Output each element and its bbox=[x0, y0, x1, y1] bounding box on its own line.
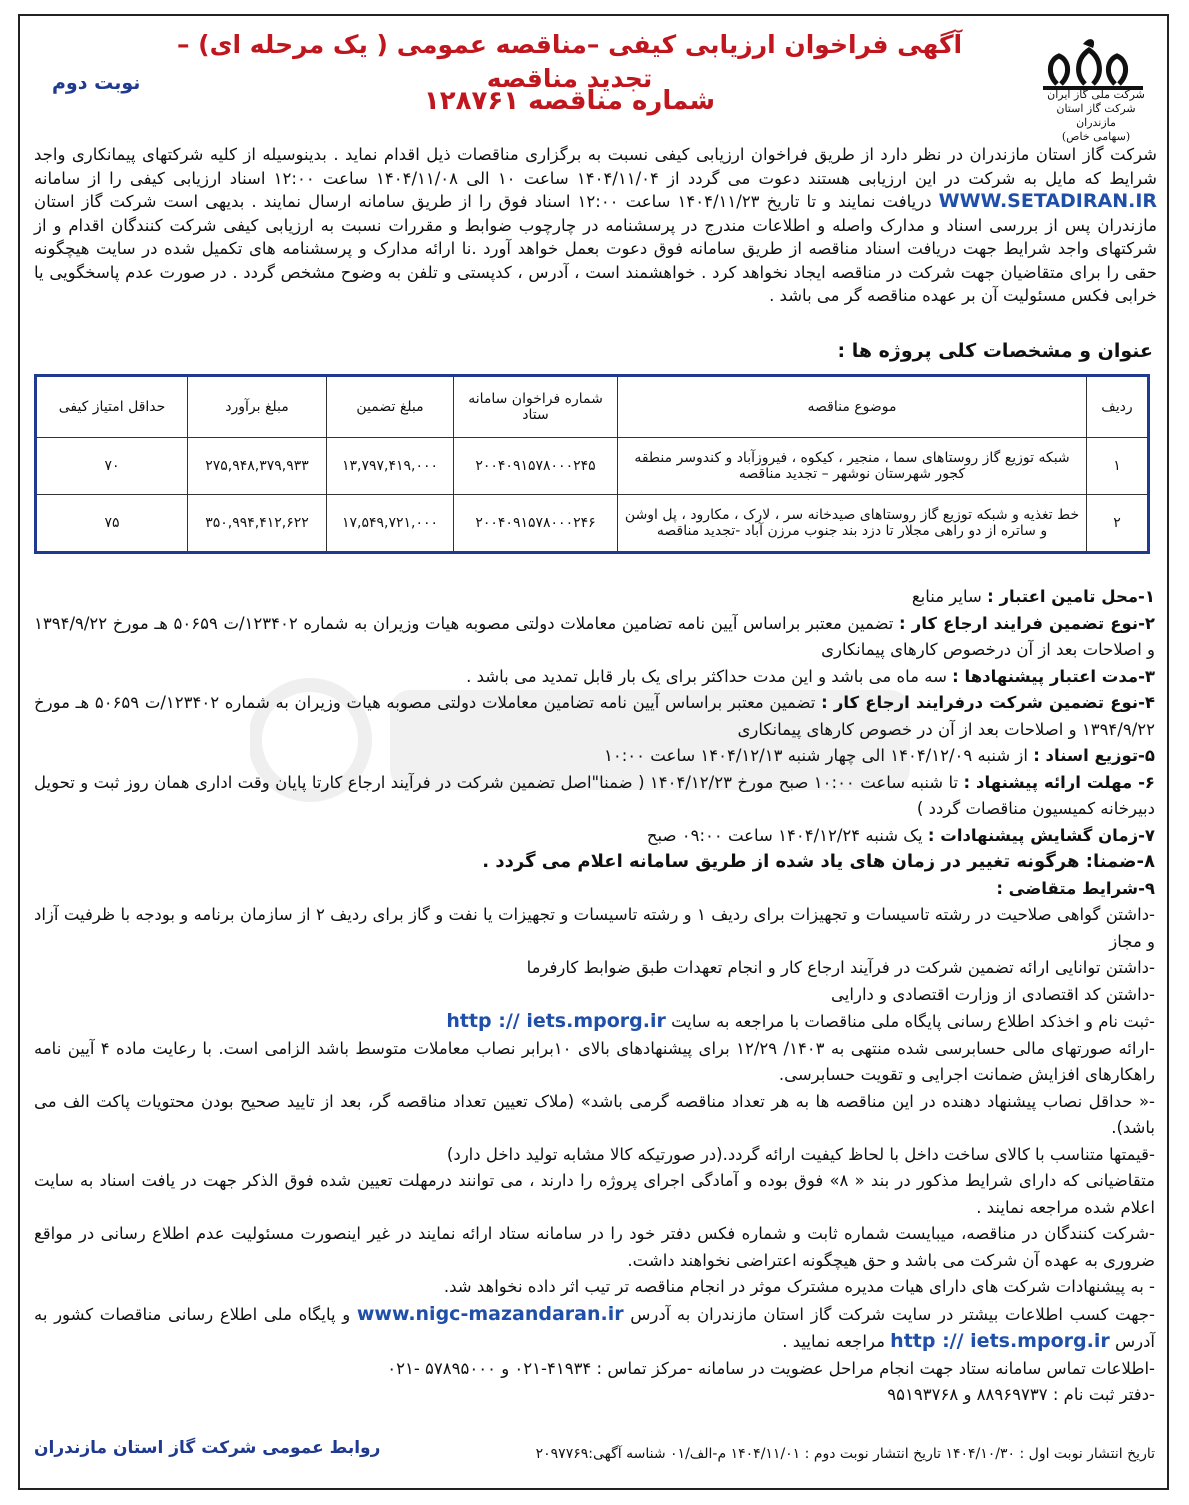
iets-link-2[interactable]: http :// iets.mporg.ir bbox=[890, 1330, 1110, 1352]
term-2: ۲-نوع تضمین فرایند ارجاع کار : تضمین معتبر براساس آیین نامه تضامین معاملات دولتی مصوبه هیات وزیران به شماره ۱۲۳۴۰۲/ت ۵۰۶۵۹ هـ مورخ ۱۳۹۴/۹/۲۲ و اصلاحات بعد از آن درخصوص کارهای پیمانکاری bbox=[34, 613, 1155, 659]
term-5: ۵-توزیع اسناد : از شنبه ۱۴۰۴/۱۲/۰۹ الی چهار شنبه ۱۴۰۴/۱۲/۱۳ ساعت ۱۰:۰۰ bbox=[604, 746, 1155, 765]
nigc-link[interactable]: www.nigc-mazandaran.ir bbox=[356, 1302, 624, 1325]
condition-7: -قیمتها متناسب با کالای ساخت داخل با لحاظ کیفیت ارائه گردد.(در صورتیکه کالا مشابه تولید داخل دارد) bbox=[446, 1144, 1155, 1164]
condition-6: -« حداقل نصاب پیشنهاد دهنده در این مناقصه ها به هر تعداد مناقصه گرمی باشد» (ملاک تعیین تعداد مناقصه گر، بعد از تایید صحیح بودن محتویات پاکت الف می باشد). bbox=[34, 1091, 1155, 1137]
iets-link[interactable]: http :// iets.mporg.ir bbox=[446, 1010, 666, 1032]
condition-10: - به پیشنهادات شرکت های دارای هیات مدیره مشترک موثر در انجام مناقصه تر تیب اثر داده نخواهد شد. bbox=[443, 1277, 1155, 1296]
term-7: ۷-زمان گشایش پیشنهادات : یک شنبه ۱۴۰۴/۱۲/۲۴ ساعت ۰۹:۰۰ صبح bbox=[646, 825, 1155, 845]
logo-caption: شرکت ملی گاز ایران شرکت گاز استان مازندران (سهامی خاص) bbox=[1047, 88, 1145, 143]
condition-5: -ارائه صورتهای مالی حسابرسی شده منتهی به ۱۴۰۳/ ۱۲/۲۹ برای پیشنهادهای بالای ۱۰برابر نصاب معاملات متوسط باشد الزامی است. با رعایت ماده ۴ آیین نامه راهکارهای افزایش ضمانت اجرایی و تقویت حسابرسی. bbox=[34, 1038, 1155, 1084]
intro-text-2: دریافت نمایند و تا تاریخ ۱۴۰۴/۱۱/۲۳ ساعت ۱۲:۰۰ اسناد فوق را از طریق سامانه ارسال نمایند . بدیهی است شرکت گاز استان مازندران پس از بررسی اسناد و مدارک واصله و اطلاعات مندرج در پرسشنامه در چارچوب ضوابط و مقررات نسبت به ارزیابی کیفی شرکت کنندگان اقدام و از شرکتهای واجد شرایط جهت دریافت اسناد مناقصه از طریق سامانه فوق دعوت بعمل خواهد آورد .نا ارائه مدارک و پرسشنامه های تکمیل شده در سایت هیچگونه حقی را برای متقاضیان جهت شرکت در مناقصه ایجاد نخواهد کرد . خواهشمند است ، آدرس ، کدپستی و تلفن به وضوح مشخص گردد . در صورت عدم پاسخگویی یا خرابی فکس مسئولیت آن بر عهده مناقصه گر می باشد . bbox=[34, 192, 1157, 305]
cell-row: ۲ bbox=[1087, 495, 1149, 553]
cell-subject: شبکه توزیع گاز روستاهای سما ، منجیر ، کیکوه ، فیروزآباد و کندوسر منطقه کجور شهرستان نوشهر – تجدید مناقصه bbox=[618, 438, 1087, 495]
cell-call-number: ۲۰۰۴۰۹۱۵۷۸۰۰۰۲۴۵ bbox=[454, 438, 618, 495]
cell-row: ۱ bbox=[1087, 438, 1149, 495]
col-call-number: شماره فراخوان سامانه ستاد bbox=[454, 376, 618, 438]
tenders-table bbox=[34, 374, 1150, 554]
term-1: ۱-محل تامین اعتبار : سایر منابع bbox=[911, 587, 1155, 606]
ad-title: آگهی فراخوان ارزیابی کیفی –مناقصه عمومی ( یک مرحله ای) – تجدید مناقصه bbox=[176, 30, 963, 93]
publication-dates: تاریخ انتشار نوبت اول : ۱۴۰۴/۱۰/۳۰ تاریخ انتشار نوبت دوم : ۱۴۰۴/۱۱/۰۱ م-الف/۰۱ شناسه آگهی:۲۰۹۷۷۶۹ bbox=[535, 1446, 1155, 1462]
condition-12: -اطلاعات تماس سامانه ستاد جهت انجام مراحل عضویت در سامانه -مرکز تماس : ۴۱۹۳۴-۰۲۱ و ۵۷۸۹۵۰۰۰ -۰۲۱ bbox=[387, 1358, 1155, 1378]
projects-heading: عنوان و مشخصات کلی پروژه ها : bbox=[837, 340, 1153, 362]
condition-1: -داشتن گواهی صلاحیت در رشته تاسیسات و تجهیزات برای ردیف ۱ و رشته تاسیسات و تجهیزات یا نفت و گاز برای ردیف ۲ از سازمان برنامه و بودجه با ظرفیت آزاد و مجاز bbox=[34, 905, 1155, 951]
publication-round: نوبت دوم bbox=[52, 72, 141, 94]
col-min-score: حداقل امتیاز کیفی bbox=[36, 376, 188, 438]
cell-call-number: ۲۰۰۴۰۹۱۵۷۸۰۰۰۲۴۶ bbox=[454, 495, 618, 553]
table-row bbox=[36, 495, 1149, 553]
tender-terms bbox=[34, 584, 1155, 1409]
col-subject: موضوع مناقصه bbox=[618, 376, 1087, 438]
cell-subject: خط تغذیه و شبکه توزیع گاز روستاهای صیدخانه سر ، لارک ، مکارود ، پل اوشن و ساتره از دو راهی مجلار تا دزد بند جنوب مرزن آباد -تجدید مناقصه bbox=[618, 495, 1087, 553]
setadiran-link[interactable]: WWW.SETADIRAN.IR bbox=[938, 190, 1158, 212]
condition-11: -جهت کسب اطلاعات بیشتر در سایت شرکت گاز استان مازندران به آدرس www.nigc-mazandaran.ir و پایگاه ملی اطلاع رسانی مناقصات کشور به آدرس http :// iets.mporg.ir مراجعه نمایید . bbox=[34, 1302, 1155, 1352]
cell-min-score: ۷۵ bbox=[36, 495, 188, 553]
cell-guarantee: ۱۷,۵۴۹,۷۲۱,۰۰۰ bbox=[327, 495, 454, 553]
table-row bbox=[36, 438, 1149, 495]
tender-number: شماره مناقصه ۱۲۸۷۶۱ bbox=[423, 86, 716, 116]
condition-8: متقاضیانی که دارای شرایط مذکور در بند « ۸» فوق بوده و آمادگی اجرای پروژه را دارند ، می توانند درمهلت تعیین شده فوق الذکر جهت در یافت اسناد به سایت اعلام شده مراجعه نمایند . bbox=[34, 1171, 1155, 1217]
cell-estimate: ۳۵۰,۹۹۴,۴۱۲,۶۲۲ bbox=[188, 495, 327, 553]
intro-paragraph bbox=[34, 143, 1157, 308]
term-9: ۹-شرایط متقاضی : bbox=[996, 878, 1155, 898]
table-header-row bbox=[36, 376, 1149, 438]
cell-min-score: ۷۰ bbox=[36, 438, 188, 495]
condition-2: -داشتن توانایی ارائه تضمین شرکت در فرآیند ارجاع کار و انجام تعهدات طبق ضوابط کارفرما bbox=[526, 958, 1155, 977]
intro-text-1: شرکت گاز استان مازندران در نظر دارد از طریق فراخوان ارزیابی کیفی نسبت به برگزاری مناقصات ذیل اقدام نماید . بدینوسیله از کلیه شرکتهای پیمانکاری واجد شرایط که مایل به شرکت در این ارزیابی هستند دعوت می گردد از ۱۴۰۴/۱۱/۰۴ ساعت ۱۰ الی ۱۴۰۴/۱۱/۰۸ ساعت ۱۲:۰۰ اسناد ارزیابی کیفی را از سامانه bbox=[34, 145, 1158, 188]
condition-4: -ثبت نام و اخذکد اطلاع رسانی پایگاه ملی مناقصات با مراجعه به سایت http :// iets.mporg.ir bbox=[446, 1010, 1155, 1032]
col-guarantee: مبلغ تضمین bbox=[327, 376, 454, 438]
cell-estimate: ۲۷۵,۹۴۸,۳۷۹,۹۳۳ bbox=[188, 438, 327, 495]
cell-guarantee: ۱۳,۷۹۷,۴۱۹,۰۰۰ bbox=[327, 438, 454, 495]
term-4: ۴-نوع تضمین شرکت درفرایند ارجاع کار : تضمین معتبر براساس آیین نامه تضامین معاملات دولتی مصوبه هیات وزیران به شماره ۱۲۳۴۰۲/ت ۵۰۶۵۹ هـ مورخ ۱۳۹۴/۹/۲۲ و اصلاحات بعد از آن در خصوص کارهای پیمانکاری bbox=[34, 693, 1155, 739]
condition-13: -دفتر ثبت نام : ۸۸۹۶۹۷۳۷ و ۹۵۱۹۳۷۶۸ bbox=[887, 1385, 1155, 1404]
condition-9: -شرکت کنندگان در مناقصه، میبایست شماره ثابت و شماره فکس دفتر خود را در سامانه ستاد ارائه نمایند در غیر اینصورت مسئولیت عدم اطلاع رسانی در مواقع ضروری به عهده آن شرکت می باشد و حق هیچگونه اعتراضی نخواهند داشت. bbox=[34, 1224, 1155, 1270]
col-estimate: مبلغ برآورد bbox=[188, 376, 327, 438]
col-row-number: ردیف bbox=[1087, 376, 1149, 438]
public-relations: روابط عمومی شرکت گاز استان مازندران bbox=[34, 1438, 381, 1458]
term-6: ۶- مهلت ارائه پیشنهاد : تا شنبه ساعت ۱۰:۰۰ صبح مورخ ۱۴۰۴/۱۲/۲۳ ( ضمنا"اصل تضمین شرکت در فرآیند ارجاع کارتا پایان وقت اداری همان روز ثبت و تحویل دبیرخانه کمیسیون مناقصات گردد ) bbox=[34, 772, 1155, 818]
term-3: ۳-مدت اعتبار پیشنهادها : سه ماه می باشد و این مدت حداکثر برای یک بار قابل تمدید می باشد . bbox=[466, 666, 1155, 686]
term-8: ۸-ضمنا: هرگونه تغییر در زمان های یاد شده از طریق سامانه اعلام می گردد . bbox=[482, 851, 1155, 872]
condition-3: -داشتن کد اقتصادی از وزارت اقتصادی و دارایی bbox=[831, 984, 1155, 1004]
